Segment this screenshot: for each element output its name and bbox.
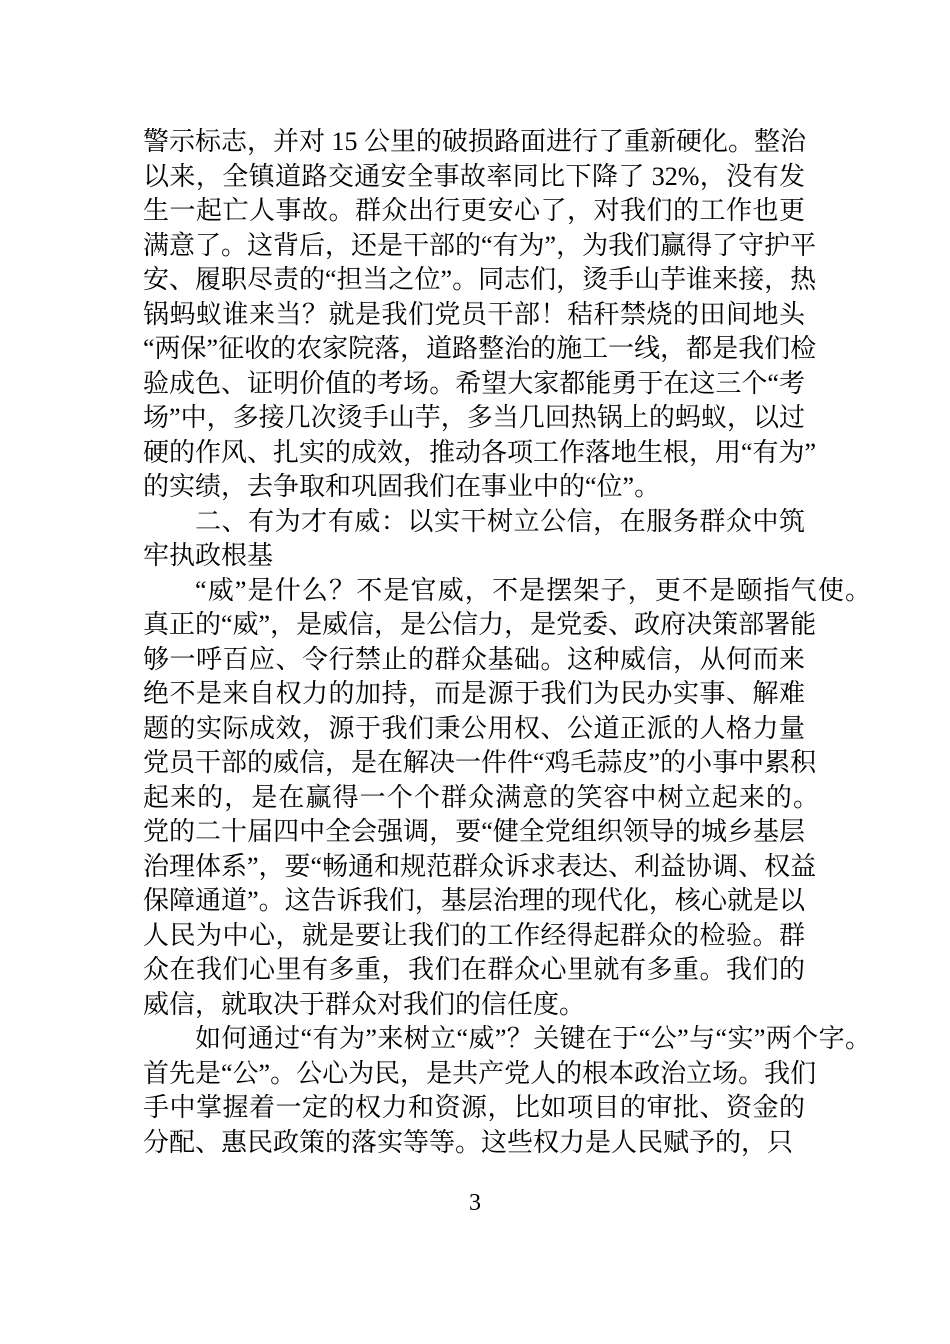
text-line: 众在我们心里有多重，我们在群众心里就有多重。我们的 bbox=[143, 955, 805, 984]
text-line: 满意了。这背后，还是干部的“有为”，为我们赢得了守护平 bbox=[143, 230, 817, 260]
text-line: 保障通道”。这告诉我们，基层治理的现代化，核心就是以 bbox=[143, 886, 805, 915]
text-line: 绝不是来自权力的加持，而是源于我们为民办实事、解难 bbox=[143, 679, 805, 708]
text-line: 党的二十届四中全会强调，要“健全党组织领导的城乡基层 bbox=[143, 817, 805, 846]
paragraph bbox=[143, 125, 817, 505]
text-line: 的实绩，去争取和巩固我们在事业中的“位”。 bbox=[143, 472, 661, 501]
text-line: 分配、惠民政策的落实等等。这些权力是人民赋予的，只 bbox=[143, 1127, 794, 1157]
text-line: 锅蚂蚁谁来当？就是我们党员干部！秸秆禁烧的田间地头 bbox=[143, 299, 805, 329]
text-line: 牢执政根基 bbox=[143, 541, 274, 571]
text-line: 党员干部的威信，是在解决一件件“鸡毛蒜皮”的小事中累积 bbox=[143, 748, 817, 777]
text-line: 警示标志，并对 15 公里的破损路面进行了重新硬化。整治 bbox=[143, 127, 807, 156]
text-line: “两保”征收的农家院落，道路整治的施工一线，都是我们检 bbox=[143, 334, 817, 363]
text-line: 首先是“公”。公心为民，是共产党人的根本政治立场。我们 bbox=[143, 1058, 817, 1088]
document-body bbox=[143, 125, 871, 1160]
paragraph bbox=[143, 574, 871, 1023]
text-line: 真正的“威”，是威信，是公信力，是党委、政府决策部署能 bbox=[143, 610, 817, 639]
text-line: 如何通过“有为”来树立“威”？关键在于“公”与“实”两个字。 bbox=[195, 1024, 871, 1053]
text-line: 够一呼百应、令行禁止的群众基础。这种威信，从何而来 bbox=[143, 644, 805, 674]
paragraph bbox=[143, 1022, 871, 1160]
text-line: 生一起亡人事故。群众出行更安心了，对我们的工作也更 bbox=[143, 196, 805, 225]
text-line: 起来的，是在赢得一个个群众满意的笑容中树立起来的。 bbox=[143, 782, 819, 812]
text-line: 场”中，多接几次烫手山芋，多当几回热锅上的蚂蚁，以过 bbox=[143, 403, 805, 432]
text-line: 安、履职尽责的“担当之位”。同志们，烫手山芋谁来接，热 bbox=[143, 265, 817, 294]
page-number: 3 bbox=[469, 1190, 481, 1216]
text-line: 手中掌握着一定的权力和资源，比如项目的审批、资金的 bbox=[143, 1093, 805, 1122]
text-line: “威”是什么？不是官威，不是摆架子，更不是颐指气使。 bbox=[195, 575, 871, 605]
text-line: 二、有为才有威：以实干树立公信，在服务群众中筑 bbox=[195, 506, 805, 537]
text-line: 硬的作风、扎实的成效，推动各项工作落地生根，用“有为” bbox=[143, 437, 817, 467]
section-heading bbox=[143, 505, 805, 574]
text-line: 人民为中心，就是要让我们的工作经得起群众的检验。群 bbox=[143, 920, 805, 950]
text-line: 验成色、证明价值的考场。希望大家都能勇于在这三个“考 bbox=[143, 368, 805, 398]
text-line: 治理体系”，要“畅通和规范群众诉求表达、利益协调、权益 bbox=[143, 851, 817, 881]
text-line: 题的实际成效，源于我们秉公用权、公道正派的人格力量 bbox=[143, 713, 805, 743]
text-line: 以来，全镇道路交通安全事故率同比下降了 32%，没有发 bbox=[143, 161, 805, 191]
text-line: 威信，就取决于群众对我们的信任度。 bbox=[143, 989, 586, 1019]
